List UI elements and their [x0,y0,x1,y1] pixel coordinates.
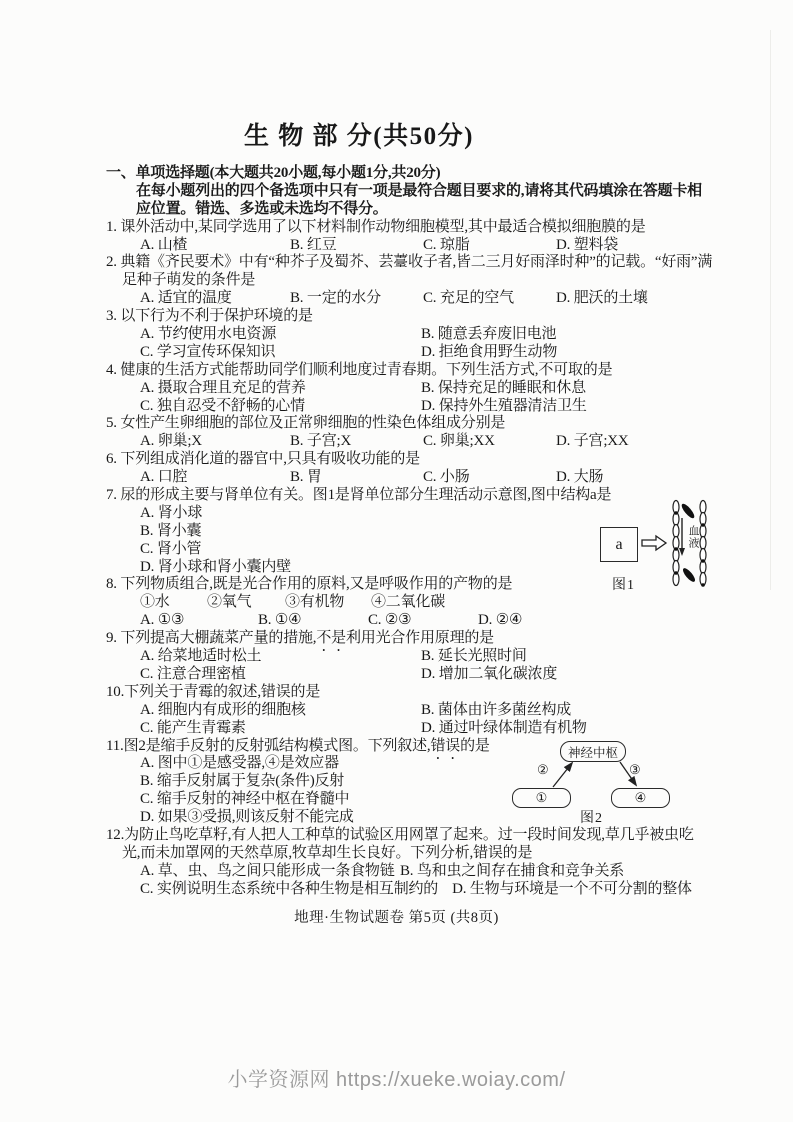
question-4-options-cd [106,398,728,416]
stem-emphasis: 错误 [430,737,461,754]
stem-emphasis: 不可取 [538,361,583,378]
question-11-option-d: D. 如果③受损,则该反射不能完成 [140,809,354,826]
option-a: A. 口腔 [140,469,188,486]
question-1-options [106,237,728,255]
page-footer: 地理·生物试题卷 第5页 (共8页) [294,910,499,926]
figure2-nerve-center-box: 神经中枢 [560,741,626,762]
question-11-option-b: B. 缩手反射属于复杂(条件)反射 [140,773,345,790]
option-d: D. 生物与环境是一个不可分割的整体 [452,880,692,897]
item-4: ④二氧化碳 [371,594,446,611]
option-c: C. 实例说明生态系统中各种生物是相互制约的 [140,880,439,897]
stem-pre: 3. 以下行为 [106,308,180,325]
option-d: D. 通过叶绿体制造有机物 [421,719,587,736]
section-heading: 一、单项选择题(本大题共20小题,每小题1分,共20分) [106,165,441,181]
option-a: A. 节约使用水电资源 [140,326,277,343]
stem-post: 利用光合作用原理的是 [345,630,494,647]
figure1-caption: 图1 [612,578,635,593]
question-10-options-ab [106,702,728,720]
figure1-blood-cell [681,566,697,583]
option-c: C. 能产生青霉素 [140,719,246,736]
option-c: C. 注意合理密植 [140,665,246,682]
option-c: C. 小肠 [423,469,470,486]
question-6-options [106,469,728,487]
option-a: A. ①③ [140,612,185,629]
question-10-options-cd [106,720,728,738]
question-7-option-c: C. 肾小管 [140,540,202,557]
option-b: B. 胃 [290,469,322,486]
question-10-stem [106,684,728,702]
question-9-stem [106,630,728,648]
instruction-line-2: 应位置。错选、多选或未选均不得分。 [136,200,388,217]
option-b: B. 菌体由许多菌丝构成 [421,701,572,718]
question-3-options-ab [106,326,728,344]
watermark: 小学资源网 https://xueke.woiay.com/ [227,1069,566,1091]
option-c: C. ②③ [368,612,412,629]
figure2-node-4: ④ [611,788,670,808]
option-a: A. 摄取合理且充足的营养 [140,379,306,396]
question-7-stem: 7. 尿的形成主要与肾单位有关。图1是肾单位部分生理活动示意图,图中结构a是 [106,487,612,504]
item-3: ③有机物 [285,594,345,611]
stem-emphasis: 不是 [316,630,346,647]
question-12-stem-line2 [106,845,728,863]
option-b: B. 一定的水分 [290,290,381,307]
figure1-structure-a-box: a [600,527,638,562]
stem-pre: 4. 健康的生活方式能帮助同学们顺利地度过青春期。下列生活方式, [106,361,539,378]
option-d: D. 肥沃的土壤 [556,290,648,307]
option-b: B. 鸟和虫之间存在捕食和竞争关系 [400,862,625,879]
stem-post: 的是 [502,844,533,861]
item-2: ②氧气 [207,594,252,611]
stem-pre: 光,而未加罩网的天然草原,牧草却生长良好。下列分析, [122,844,474,861]
stem-pre: 10.下列关于青霉的叙述, [106,683,261,700]
figure1-blood-cell [680,502,696,520]
option-d: D. 拒绝食用野生动物 [421,343,558,360]
option-d: D. ②④ [478,612,523,629]
question-11-option-c: C. 缩手反射的神经中枢在脊髓中 [140,791,350,808]
stem-emphasis: 不利 [179,308,210,325]
option-d: D. 保持外生殖器清洁卫生 [421,397,587,414]
option-c: C. 独自忍受不舒畅的心情 [140,397,305,414]
option-d: D. 子宫;XX [556,433,629,450]
page-title: 生 物 部 分(共50分) [244,123,474,150]
question-12-stem-line1: 12.为防止鸟吃草籽,有人把人工种草的试验区用网罩了起来。过一段时间发现,草几乎被虫吃 [106,826,694,843]
option-c: C. 学习宣传环保知识 [140,343,276,360]
question-7-option-d: D. 肾小球和肾小囊内壁 [140,558,291,575]
stem-post: 于保护环境的是 [209,308,313,325]
item-1: ①水 [140,594,170,611]
figure1-capillary-illustration [641,498,717,594]
option-b: B. 延长光照时间 [421,648,527,665]
question-4-stem [106,362,728,380]
question-11-option-a: A. 图中①是感受器,④是效应器 [140,755,339,772]
stem-pre: 11.图2是缩手反射的反射弧结构模式图。下列叙述, [106,737,431,754]
option-a: A. 适宜的温度 [140,290,232,307]
figure1-blood-flow-label: 血液 [687,525,699,549]
option-b: B. 红豆 [290,236,337,253]
question-9-options-cd [106,666,728,684]
figure2-label-3: ③ [629,762,641,777]
question-6-stem: 6. 下列组成消化道的器官中,只具有吸收功能的是 [106,451,420,468]
option-b: B. 子宫;X [290,433,352,450]
stem-pre: 9. 下列提高大棚蔬菜产量的措施, [106,630,317,647]
option-b: B. 随意丢弃废旧电池 [421,326,557,343]
question-5-options [106,433,728,451]
question-1-stem: 1. 课外活动中,某同学选用了以下材料制作动物细胞模型,其中最适合模拟细胞膜的是 [106,218,646,235]
option-c: C. 充足的空气 [423,290,514,307]
option-d: D. 塑料袋 [556,236,619,253]
option-b: B. 保持充足的睡眠和休息 [421,379,586,396]
question-4-options-ab [106,380,728,398]
question-8-options [106,612,728,630]
option-d: D. 大肠 [556,469,604,486]
figure-1 [595,498,721,594]
instruction-line-1: 在每小题列出的四个备选项中只有一项是最符合题目要求的,请将其代码填涂在答题卡相 [136,182,702,199]
option-b: B. ①④ [258,612,302,629]
scan-artifact-line [770,30,771,590]
question-7-option-b: B. 肾小囊 [140,522,202,539]
option-a: A. 细胞内有成形的细胞核 [140,701,306,718]
question-2-stem-line2: 足种子萌发的条件是 [122,272,256,289]
question-12-options-cd [106,881,728,899]
question-8-stem: 8. 下列物质组合,既是光合作用的原料,又是呼吸作用的产物的是 [106,576,513,593]
figure2-label-2: ② [537,762,549,777]
figure2-arrow-up-icon [553,763,572,787]
option-a: A. 草、虫、鸟之间只能形成一条食物链 [140,862,395,879]
question-2-stem-line1: 2. 典籍《齐民要术》中有“种芥子及蜀芥、芸薹收子者,皆二三月好雨泽时种”的记载。“好雨”满 [106,254,713,271]
stem-post: 的是 [290,683,321,700]
question-2-options [106,290,728,308]
question-9-options-ab [106,648,728,666]
stem-emphasis: 错误 [260,683,291,700]
option-c: C. 琼脂 [423,236,470,253]
figure2-node-1: ① [512,788,571,808]
option-c: C. 卵巢;XX [423,433,495,450]
question-7-option-a: A. 肾小球 [140,504,203,521]
stem-emphasis: 错误 [473,844,503,861]
figure-2 [500,738,680,826]
option-a: A. 卵巢;X [140,433,202,450]
stem-post: 的是 [582,361,613,378]
question-12-options-ab [106,863,728,881]
option-d: D. 增加二氧化碳浓度 [421,665,558,682]
question-3-stem [106,308,728,326]
question-3-options-cd [106,344,728,362]
option-a: A. 给菜地适时松土 [140,648,262,665]
stem-post: 的是 [460,737,490,754]
figure1-right-arrow-icon [642,536,666,550]
figure2-caption: 图2 [580,811,603,826]
question-5-stem: 5. 女性产生卵细胞的部位及正常卵细胞的性染色体组成分别是 [106,415,506,432]
question-8-items [106,594,728,612]
option-a: A. 山楂 [140,236,188,253]
